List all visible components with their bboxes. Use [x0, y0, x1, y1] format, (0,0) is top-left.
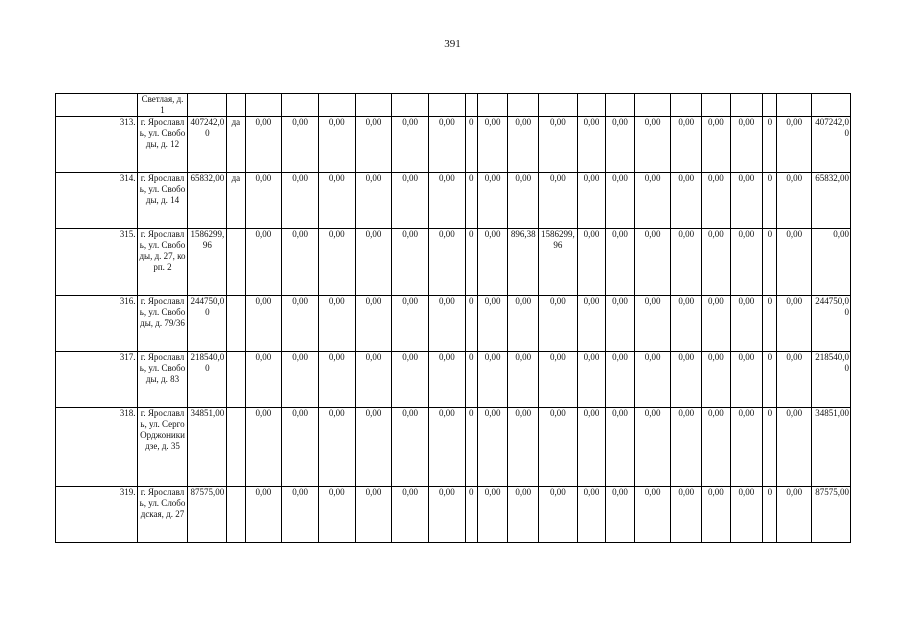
table-cell: [671, 94, 702, 117]
table-cell: 0: [465, 408, 477, 487]
table-cell: 0,00: [812, 229, 851, 296]
table-cell: 0: [465, 229, 477, 296]
table-cell: 0,00: [318, 408, 355, 487]
table-cell: 0,00: [577, 408, 606, 487]
table-cell: [634, 94, 671, 117]
table-cell: 0,00: [702, 173, 731, 229]
table-cell: [227, 296, 245, 352]
table-cell: 0,00: [282, 117, 319, 173]
table-cell: 0,00: [671, 487, 702, 543]
table-cell: 0,00: [539, 296, 578, 352]
table-cell: 0,00: [606, 173, 635, 229]
table-cell: 0,00: [539, 173, 578, 229]
table-cell: 0,00: [245, 408, 282, 487]
table-cell: 0,00: [318, 173, 355, 229]
table-cell: 0,00: [318, 352, 355, 408]
table-cell: 0,00: [245, 229, 282, 296]
table-cell: 0,00: [671, 229, 702, 296]
table-cell: 0,00: [671, 408, 702, 487]
table-cell: 0,00: [392, 117, 429, 173]
table-cell: 0,00: [577, 229, 606, 296]
table-cell: 0: [763, 229, 777, 296]
table-cell: 0,00: [355, 352, 392, 408]
table-cell: 0,00: [634, 296, 671, 352]
table-cell: 0,00: [477, 296, 508, 352]
table-cell: 0,00: [428, 408, 465, 487]
table-cell: 1586299,96: [188, 229, 227, 296]
table-cell: 0,00: [392, 352, 429, 408]
table-cell: 0,00: [355, 229, 392, 296]
table-cell: 0,00: [282, 173, 319, 229]
table-cell: 0,00: [508, 487, 539, 543]
table-cell: 0,00: [777, 229, 812, 296]
table-cell: 896,38: [508, 229, 539, 296]
table-cell: 0,00: [671, 117, 702, 173]
table-cell: 0: [763, 408, 777, 487]
table-cell: 0,00: [392, 229, 429, 296]
table-cell: [702, 94, 731, 117]
table-cell: 0,00: [577, 487, 606, 543]
table-cell: 0,00: [539, 487, 578, 543]
table-cell: 34851,00: [188, 408, 227, 487]
table-cell: 0,00: [392, 408, 429, 487]
table-cell: 0,00: [606, 487, 635, 543]
table-cell: 0,00: [539, 352, 578, 408]
table-cell: 0,00: [777, 487, 812, 543]
table-cell: 0,00: [508, 296, 539, 352]
table-cell: 0,00: [606, 296, 635, 352]
table-cell: [188, 94, 227, 117]
table-cell: [56, 94, 138, 117]
table-cell: 0,00: [577, 352, 606, 408]
table-cell: 1586299,96: [539, 229, 578, 296]
table-cell: [730, 94, 763, 117]
table-cell: [392, 94, 429, 117]
table-cell: 0,00: [634, 408, 671, 487]
table-cell: 0,00: [730, 487, 763, 543]
table-cell: 0,00: [245, 296, 282, 352]
table-cell: 218540,00: [812, 352, 851, 408]
table-cell: 0: [763, 173, 777, 229]
table-cell: 65832,00: [188, 173, 227, 229]
table-cell: 0,00: [477, 229, 508, 296]
table-header-row: [56, 94, 851, 117]
table-cell: 0,00: [245, 487, 282, 543]
table-cell: 0,00: [634, 229, 671, 296]
table-cell: 0,00: [355, 487, 392, 543]
table-cell: 0,00: [777, 296, 812, 352]
table-cell: [227, 229, 245, 296]
table-cell: [282, 94, 319, 117]
table-cell: 0,00: [355, 296, 392, 352]
table-cell: 0,00: [355, 408, 392, 487]
table-cell: [477, 94, 508, 117]
page-number: 391: [444, 38, 461, 50]
table-cell: 0,00: [392, 296, 429, 352]
table-cell: 316.: [56, 296, 138, 352]
table-cell: [777, 94, 812, 117]
table-cell: 0: [763, 352, 777, 408]
table-cell: 0,00: [606, 352, 635, 408]
table-cell: г. Ярославль, ул. Свободы, д. 27, корп. 2: [137, 229, 188, 296]
table-cell: [227, 94, 245, 117]
table-cell: 87575,00: [812, 487, 851, 543]
table-cell: 0,00: [282, 296, 319, 352]
table-cell: 0,00: [428, 173, 465, 229]
table-cell: 0,00: [428, 352, 465, 408]
table-cell: 0,00: [702, 117, 731, 173]
table-cell: 218540,00: [188, 352, 227, 408]
table-cell: 0,00: [355, 173, 392, 229]
table-cell: 0,00: [634, 352, 671, 408]
table-cell: [227, 408, 245, 487]
table-cell: да: [227, 173, 245, 229]
table-cell: 0,00: [702, 487, 731, 543]
table-cell: 0: [763, 117, 777, 173]
table-cell: 0: [465, 487, 477, 543]
table-row: [56, 117, 851, 173]
table-row: [56, 173, 851, 229]
table-cell: [539, 94, 578, 117]
table-cell: 0: [763, 296, 777, 352]
table-row: [56, 296, 851, 352]
table-cell: [465, 94, 477, 117]
table-cell: Светлая, д. 1: [137, 94, 188, 117]
table-cell: 0,00: [318, 117, 355, 173]
table-cell: 0,00: [777, 352, 812, 408]
table-row: [56, 229, 851, 296]
table-cell: 0,00: [671, 173, 702, 229]
table-cell: 0,00: [671, 296, 702, 352]
table-cell: 0,00: [634, 173, 671, 229]
table-cell: [227, 352, 245, 408]
table-cell: г. Ярославль, ул. Свободы, д. 79/36: [137, 296, 188, 352]
table-cell: 0,00: [577, 296, 606, 352]
table-cell: 318.: [56, 408, 138, 487]
table-cell: 0,00: [730, 408, 763, 487]
table-cell: 0,00: [428, 229, 465, 296]
table-cell: 0,00: [508, 173, 539, 229]
table-cell: 0,00: [318, 296, 355, 352]
table-cell: 0,00: [606, 117, 635, 173]
table-cell: 0,00: [539, 408, 578, 487]
table-cell: [318, 94, 355, 117]
table-cell: 0,00: [318, 487, 355, 543]
table-cell: г. Ярославль, ул. Свободы, д. 12: [137, 117, 188, 173]
table-cell: да: [227, 117, 245, 173]
table-cell: 0,00: [477, 487, 508, 543]
table-cell: 0,00: [730, 173, 763, 229]
table-cell: [508, 94, 539, 117]
table-cell: 0,00: [634, 117, 671, 173]
table-cell: г. Ярославль, ул. Свободы, д. 83: [137, 352, 188, 408]
table-cell: [355, 94, 392, 117]
table-cell: 314.: [56, 173, 138, 229]
table-cell: 0,00: [577, 117, 606, 173]
table-row: [56, 487, 851, 543]
table-cell: 0,00: [282, 487, 319, 543]
table-cell: 0,00: [245, 352, 282, 408]
table-cell: 0,00: [702, 296, 731, 352]
table-cell: [812, 94, 851, 117]
table-cell: 0,00: [508, 352, 539, 408]
table-cell: [763, 94, 777, 117]
table-cell: 0: [465, 173, 477, 229]
table-cell: 0,00: [428, 296, 465, 352]
table-cell: 0,00: [777, 173, 812, 229]
table-cell: 0,00: [539, 117, 578, 173]
table-cell: 0,00: [282, 352, 319, 408]
table-cell: 0,00: [702, 229, 731, 296]
table-cell: 34851,00: [812, 408, 851, 487]
table-cell: 244750,00: [812, 296, 851, 352]
table-cell: 0: [465, 296, 477, 352]
table-cell: 0,00: [702, 408, 731, 487]
table-cell: 0,00: [508, 408, 539, 487]
table-cell: 0,00: [730, 296, 763, 352]
table-cell: 0: [465, 352, 477, 408]
table-cell: 0,00: [477, 408, 508, 487]
table-cell: [577, 94, 606, 117]
table-cell: 0,00: [777, 117, 812, 173]
table-cell: 0,00: [730, 352, 763, 408]
data-table: [55, 93, 851, 543]
table-cell: 317.: [56, 352, 138, 408]
table-cell: 0,00: [282, 229, 319, 296]
table-cell: [227, 487, 245, 543]
table-cell: 0: [465, 117, 477, 173]
table-cell: 0,00: [245, 117, 282, 173]
table-cell: [606, 94, 635, 117]
table-cell: [245, 94, 282, 117]
table-cell: 0,00: [477, 173, 508, 229]
table-cell: 0,00: [606, 408, 635, 487]
table-row: [56, 408, 851, 487]
table-cell: 0,00: [577, 173, 606, 229]
table-cell: 65832,00: [812, 173, 851, 229]
table-cell: 0,00: [477, 352, 508, 408]
table-cell: 0,00: [634, 487, 671, 543]
table-cell: 87575,00: [188, 487, 227, 543]
table-cell: 313.: [56, 117, 138, 173]
table-cell: г. Ярославль, ул. Свободы, д. 14: [137, 173, 188, 229]
table-cell: 319.: [56, 487, 138, 543]
table-cell: 0,00: [702, 352, 731, 408]
table-cell: 244750,00: [188, 296, 227, 352]
table-cell: 0,00: [477, 117, 508, 173]
table-cell: 0,00: [355, 117, 392, 173]
table-cell: 0,00: [245, 173, 282, 229]
table-cell: 0: [763, 487, 777, 543]
table-cell: 315.: [56, 229, 138, 296]
table-cell: 0,00: [428, 117, 465, 173]
table-cell: 0,00: [282, 408, 319, 487]
table-cell: 0,00: [777, 408, 812, 487]
table-cell: 0,00: [671, 352, 702, 408]
table-cell: 0,00: [730, 229, 763, 296]
table-cell: 0,00: [392, 173, 429, 229]
table-cell: [428, 94, 465, 117]
table-cell: г. Ярославль, ул. Слободская, д. 27: [137, 487, 188, 543]
table-cell: 407242,00: [812, 117, 851, 173]
table-cell: 0,00: [606, 229, 635, 296]
table-cell: 0,00: [392, 487, 429, 543]
table-cell: 0,00: [428, 487, 465, 543]
table-cell: г. Ярославль, ул. Серго Орджоникидзе, д. 35: [137, 408, 188, 487]
table-cell: 0,00: [508, 117, 539, 173]
table-cell: 407242,00: [188, 117, 227, 173]
table-cell: 0,00: [318, 229, 355, 296]
table-row: [56, 352, 851, 408]
table-cell: 0,00: [730, 117, 763, 173]
